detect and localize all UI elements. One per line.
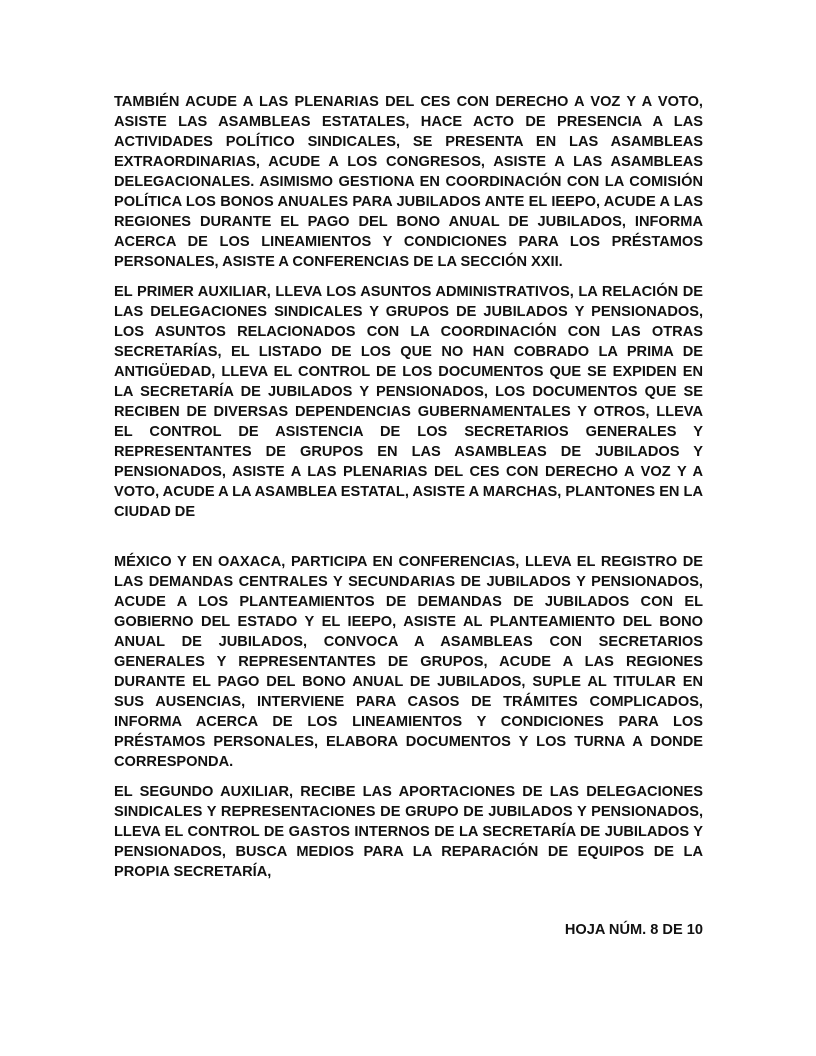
paragraph-spacer [114,772,703,782]
paragraph-3: MÉXICO Y EN OAXACA, PARTICIPA EN CONFERENCIAS, LLEVA EL REGISTRO DE LAS DEMANDAS CENTRALES Y SECUNDARIAS DE JUBILADOS Y PENSIONADOS, ACUDE A LOS PLANTEAMIENTOS DE DEMANDAS DE JUBILADOS CON EL GOBIERNO DEL ESTADO Y EL IEEPO, ASISTE AL PLANTEAMIENTO DEL BONO ANUAL DE JUBILADOS, CONVOCA A ASAMBLEAS CON SECRETARIOS GENERALES Y REPRESENTANTES DE GRUPOS, ACUDE A LAS REGIONES DURANTE EL PAGO DEL BONO ANUAL DE JUBILADOS, SUPLE AL TITULAR EN SUS AUSENCIAS, INTERVIENE PARA CASOS DE TRÁMITES COMPLICADOS, INFORMA ACERCA DE LOS LINEAMIENTOS Y CONDICIONES PARA LOS PRÉSTAMOS PERSONALES, ELABORA DOCUMENTOS Y LOS TURNA A DONDE CORRESPONDA. [114,554,703,770]
paragraph-4: EL SEGUNDO AUXILIAR, RECIBE LAS APORTACIONES DE LAS DELEGACIONES SINDICALES Y REPRESENTACIONES DE GRUPO DE JUBILADOS Y PENSIONADOS, LLEVA EL CONTROL DE GASTOS INTERNOS DE LA SECRETARÍA DE JUBILADOS Y PENSIONADOS, BUSCA MEDIOS PARA LA REPARACIÓN DE EQUIPOS DE LA PROPIA SECRETARÍA, [114,784,703,880]
paragraph-2: EL PRIMER AUXILIAR, LLEVA LOS ASUNTOS ADMINISTRATIVOS, LA RELACIÓN DE LAS DELEGACIONES SINDICALES Y GRUPOS DE JUBILADOS Y PENSIONADOS, LOS ASUNTOS RELACIONADOS CON LA COORDINACIÓN CON LAS OTRAS SECRETARÍAS, EL LISTADO DE LOS QUE NO HAN COBRADO LA PRIMA DE ANTIGÜEDAD, LLEVA EL CONTROL DE LOS DOCUMENTOS QUE SE EXPIDEN EN LA SECRETARÍA DE JUBILADOS Y PENSIONADOS, LOS DOCUMENTOS QUE SE RECIBEN DE DIVERSAS DEPENDENCIAS GUBERNAMENTALES Y OTROS, LLEVA EL CONTROL DE ASISTENCIA DE LOS SECRETARIOS GENERALES Y REPRESENTANTES DE GRUPOS EN LAS ASAMBLEAS DE JUBILADOS Y PENSIONADOS, ASISTE A LAS PLENARIAS DEL CES CON DERECHO A VOZ Y A VOTO, ACUDE A LA ASAMBLEA ESTATAL, ASISTE A MARCHAS, PLANTONES EN LA CIUDAD DE [114,284,703,520]
page-number-footer: HOJA NÚM. 8 DE 10 [564,922,703,938]
paragraph-spacer [114,272,703,282]
page-break-spacer [114,522,703,552]
paragraph-1: TAMBIÉN ACUDE A LAS PLENARIAS DEL CES CON DERECHO A VOZ Y A VOTO, ASISTE LAS ASAMBLEAS ESTATALES, HACE ACTO DE PRESENCIA A LAS ACTIVIDADES POLÍTICO SINDICALES, SE PRESENTA EN LAS ASAMBLEAS EXTRAORDINARIAS, ACUDE A LOS CONGRESOS, ASISTE A LAS ASAMBLEAS DELEGACIONALES. ASIMISMO GESTIONA EN COORDINACIÓN CON LA COMISIÓN POLÍTICA LOS BONOS ANUALES PARA JUBILADOS ANTE EL IEEPO, ACUDE A LAS REGIONES DURANTE EL PAGO DEL BONO ANUAL DE JUBILADOS, INFORMA ACERCA DE LOS LINEAMIENTOS Y CONDICIONES PARA LOS PRÉSTAMOS PERSONALES, ASISTE A CONFERENCIAS DE LA SECCIÓN XXII. [114,94,703,270]
document-body [114,92,703,882]
